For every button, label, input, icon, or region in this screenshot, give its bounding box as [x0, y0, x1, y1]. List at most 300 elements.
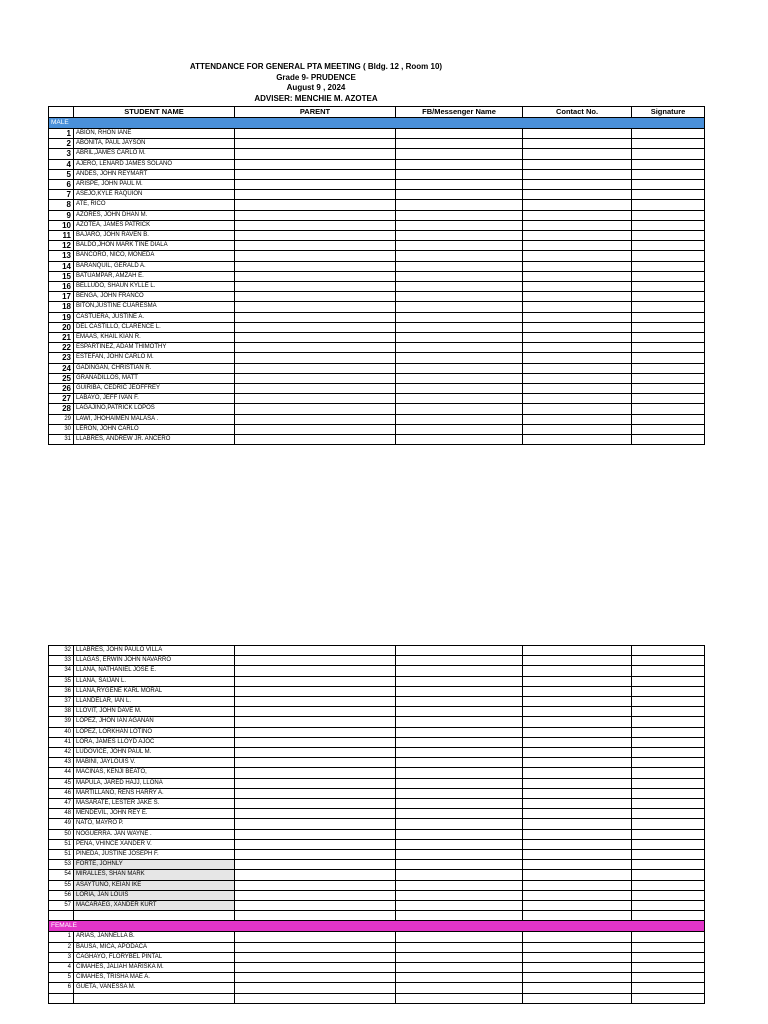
table-row	[49, 384, 705, 394]
parent-cell[interactable]	[235, 384, 396, 394]
table-row	[49, 727, 705, 737]
parent-cell[interactable]	[235, 952, 396, 962]
row-number: 21	[49, 333, 74, 343]
row-number: 34	[49, 666, 74, 676]
fb-name-cell[interactable]	[396, 231, 523, 241]
table-row	[49, 952, 705, 962]
fb-name-cell[interactable]	[396, 149, 523, 159]
signature-cell[interactable]	[632, 231, 705, 241]
contact-cell[interactable]	[523, 435, 632, 445]
fb-name-cell[interactable]	[396, 159, 523, 169]
signature-cell[interactable]	[632, 353, 705, 363]
signature-cell[interactable]	[632, 983, 705, 993]
parent-cell[interactable]	[235, 890, 396, 900]
signature-cell[interactable]	[632, 656, 705, 666]
contact-cell[interactable]	[523, 231, 632, 241]
contact-cell[interactable]	[523, 333, 632, 343]
row-number: 1	[49, 129, 74, 139]
student-name: ABONITA, PAUL JAYSON	[74, 139, 235, 149]
signature-cell[interactable]	[632, 870, 705, 880]
fb-name-cell[interactable]	[396, 343, 523, 353]
contact-cell[interactable]	[523, 727, 632, 737]
fb-name-cell[interactable]	[396, 261, 523, 271]
parent-cell[interactable]	[235, 656, 396, 666]
signature-cell[interactable]	[632, 251, 705, 261]
fb-name-cell[interactable]	[396, 778, 523, 788]
fb-name-cell[interactable]	[396, 333, 523, 343]
fb-name-cell[interactable]	[396, 646, 523, 656]
title-line-4: ADVISER: MENCHIE M. AZOTEA	[254, 93, 378, 103]
fb-name-cell[interactable]	[396, 983, 523, 993]
signature-cell[interactable]	[632, 414, 705, 424]
contact-cell[interactable]	[523, 870, 632, 880]
parent-cell[interactable]	[235, 819, 396, 829]
contact-cell[interactable]	[523, 901, 632, 911]
student-name: GADINGAN, CHRISTIAN R.	[74, 363, 235, 373]
contact-cell[interactable]	[523, 271, 632, 281]
fb-name-cell[interactable]	[396, 666, 523, 676]
parent-cell[interactable]	[235, 231, 396, 241]
parent-cell[interactable]	[235, 942, 396, 952]
signature-cell[interactable]	[632, 942, 705, 952]
student-name: LLABRES, JOHN PAULO VILLA	[74, 646, 235, 656]
signature-cell[interactable]	[632, 768, 705, 778]
fb-name-cell[interactable]	[396, 271, 523, 281]
fb-name-cell[interactable]	[396, 901, 523, 911]
parent-cell[interactable]	[235, 932, 396, 942]
parent-cell[interactable]	[235, 870, 396, 880]
parent-cell[interactable]	[235, 788, 396, 798]
signature-cell[interactable]	[632, 676, 705, 686]
parent-cell[interactable]	[235, 880, 396, 890]
fb-name-cell[interactable]	[396, 384, 523, 394]
parent-cell[interactable]	[235, 282, 396, 292]
parent-cell[interactable]	[235, 697, 396, 707]
parent-cell[interactable]	[235, 210, 396, 220]
fb-name-cell[interactable]	[396, 839, 523, 849]
contact-cell[interactable]	[523, 829, 632, 839]
table-row	[49, 666, 705, 676]
fb-name-cell[interactable]	[396, 169, 523, 179]
table-row	[49, 394, 705, 404]
contact-cell[interactable]	[523, 261, 632, 271]
parent-cell[interactable]	[235, 860, 396, 870]
fb-name-cell[interactable]	[396, 373, 523, 383]
signature-cell[interactable]	[632, 241, 705, 251]
parent-cell[interactable]	[235, 139, 396, 149]
contact-cell[interactable]	[523, 676, 632, 686]
table-row	[49, 993, 705, 1003]
fb-name-cell[interactable]	[396, 932, 523, 942]
parent-cell[interactable]	[235, 261, 396, 271]
fb-name-cell[interactable]	[396, 748, 523, 758]
contact-cell[interactable]	[523, 717, 632, 727]
contact-cell[interactable]	[523, 180, 632, 190]
fb-name-cell[interactable]	[396, 220, 523, 230]
signature-cell[interactable]	[632, 200, 705, 210]
contact-cell[interactable]	[523, 424, 632, 434]
parent-cell[interactable]	[235, 993, 396, 1003]
parent-cell[interactable]	[235, 200, 396, 210]
signature-cell[interactable]	[632, 973, 705, 983]
contact-cell[interactable]	[523, 159, 632, 169]
signature-cell[interactable]	[632, 190, 705, 200]
contact-cell[interactable]	[523, 819, 632, 829]
fb-name-cell[interactable]	[396, 880, 523, 890]
row-number: 39	[49, 717, 74, 727]
contact-cell[interactable]	[523, 666, 632, 676]
contact-cell[interactable]	[523, 394, 632, 404]
fb-name-cell[interactable]	[396, 707, 523, 717]
signature-cell[interactable]	[632, 890, 705, 900]
fb-name-cell[interactable]	[396, 850, 523, 860]
signature-cell[interactable]	[632, 220, 705, 230]
parent-cell[interactable]	[235, 963, 396, 973]
table-row	[49, 860, 705, 870]
parent-cell[interactable]	[235, 251, 396, 261]
contact-cell[interactable]	[523, 404, 632, 414]
signature-cell[interactable]	[632, 333, 705, 343]
fb-name-cell[interactable]	[396, 809, 523, 819]
contact-cell[interactable]	[523, 911, 632, 921]
signature-cell[interactable]	[632, 139, 705, 149]
contact-cell[interactable]	[523, 973, 632, 983]
signature-cell[interactable]	[632, 435, 705, 445]
parent-cell[interactable]	[235, 159, 396, 169]
contact-cell[interactable]	[523, 169, 632, 179]
signature-cell[interactable]	[632, 829, 705, 839]
signature-cell[interactable]	[632, 911, 705, 921]
contact-cell[interactable]	[523, 200, 632, 210]
contact-cell[interactable]	[523, 748, 632, 758]
signature-cell[interactable]	[632, 799, 705, 809]
fb-name-cell[interactable]	[396, 353, 523, 363]
col-header-parent: PARENT	[235, 107, 396, 118]
signature-cell[interactable]	[632, 748, 705, 758]
parent-cell[interactable]	[235, 758, 396, 768]
table-row	[49, 890, 705, 900]
fb-name-cell[interactable]	[396, 129, 523, 139]
parent-cell[interactable]	[235, 414, 396, 424]
fb-name-cell[interactable]	[396, 676, 523, 686]
parent-cell[interactable]	[235, 169, 396, 179]
contact-cell[interactable]	[523, 139, 632, 149]
fb-name-cell[interactable]	[396, 819, 523, 829]
table-row	[49, 656, 705, 666]
parent-cell[interactable]	[235, 190, 396, 200]
signature-cell[interactable]	[632, 271, 705, 281]
student-name: MACINAS, KENJI BEATO,	[74, 768, 235, 778]
contact-cell[interactable]	[523, 952, 632, 962]
parent-cell[interactable]	[235, 973, 396, 983]
signature-cell[interactable]	[632, 129, 705, 139]
parent-cell[interactable]	[235, 839, 396, 849]
signature-cell[interactable]	[632, 697, 705, 707]
parent-cell[interactable]	[235, 271, 396, 281]
signature-cell[interactable]	[632, 963, 705, 973]
contact-cell[interactable]	[523, 353, 632, 363]
fb-name-cell[interactable]	[396, 993, 523, 1003]
contact-cell[interactable]	[523, 768, 632, 778]
signature-cell[interactable]	[632, 322, 705, 332]
signature-cell[interactable]	[632, 819, 705, 829]
table-row	[49, 414, 705, 424]
contact-cell[interactable]	[523, 656, 632, 666]
contact-cell[interactable]	[523, 890, 632, 900]
table-row	[49, 686, 705, 696]
parent-cell[interactable]	[235, 424, 396, 434]
fb-name-cell[interactable]	[396, 200, 523, 210]
parent-cell[interactable]	[235, 129, 396, 139]
fb-name-cell[interactable]	[396, 952, 523, 962]
signature-cell[interactable]	[632, 302, 705, 312]
fb-name-cell[interactable]	[396, 788, 523, 798]
contact-cell[interactable]	[523, 414, 632, 424]
contact-cell[interactable]	[523, 322, 632, 332]
fb-name-cell[interactable]	[396, 180, 523, 190]
signature-cell[interactable]	[632, 952, 705, 962]
fb-name-cell[interactable]	[396, 717, 523, 727]
parent-cell[interactable]	[235, 373, 396, 383]
contact-cell[interactable]	[523, 799, 632, 809]
table-row	[49, 707, 705, 717]
parent-cell[interactable]	[235, 901, 396, 911]
fb-name-cell[interactable]	[396, 322, 523, 332]
contact-cell[interactable]	[523, 646, 632, 656]
signature-cell[interactable]	[632, 373, 705, 383]
fb-name-cell[interactable]	[396, 973, 523, 983]
fb-name-cell[interactable]	[396, 768, 523, 778]
fb-name-cell[interactable]	[396, 758, 523, 768]
contact-cell[interactable]	[523, 697, 632, 707]
fb-name-cell[interactable]	[396, 139, 523, 149]
contact-cell[interactable]	[523, 220, 632, 230]
fb-name-cell[interactable]	[396, 829, 523, 839]
fb-name-cell[interactable]	[396, 890, 523, 900]
row-number: 7	[49, 190, 74, 200]
fb-name-cell[interactable]	[396, 697, 523, 707]
table-row	[49, 424, 705, 434]
contact-cell[interactable]	[523, 707, 632, 717]
contact-cell[interactable]	[523, 149, 632, 159]
parent-cell[interactable]	[235, 737, 396, 747]
parent-cell[interactable]	[235, 333, 396, 343]
contact-cell[interactable]	[523, 373, 632, 383]
table-row	[49, 799, 705, 809]
parent-cell[interactable]	[235, 707, 396, 717]
signature-cell[interactable]	[632, 717, 705, 727]
signature-cell[interactable]	[632, 180, 705, 190]
fb-name-cell[interactable]	[396, 870, 523, 880]
contact-cell[interactable]	[523, 839, 632, 849]
fb-name-cell[interactable]	[396, 414, 523, 424]
parent-cell[interactable]	[235, 322, 396, 332]
row-number: 35	[49, 676, 74, 686]
contact-cell[interactable]	[523, 241, 632, 251]
signature-cell[interactable]	[632, 850, 705, 860]
contact-cell[interactable]	[523, 384, 632, 394]
contact-cell[interactable]	[523, 312, 632, 322]
contact-cell[interactable]	[523, 343, 632, 353]
student-name: MENDEVIL, JOHN REY E.	[74, 809, 235, 819]
parent-cell[interactable]	[235, 666, 396, 676]
student-name: AZORES, JOHN DHAN M.	[74, 210, 235, 220]
signature-cell[interactable]	[632, 169, 705, 179]
contact-cell[interactable]	[523, 737, 632, 747]
row-number: 51	[49, 850, 74, 860]
signature-cell[interactable]	[632, 343, 705, 353]
contact-cell[interactable]	[523, 860, 632, 870]
signature-cell[interactable]	[632, 210, 705, 220]
parent-cell[interactable]	[235, 435, 396, 445]
parent-cell[interactable]	[235, 911, 396, 921]
parent-cell[interactable]	[235, 404, 396, 414]
contact-cell[interactable]	[523, 363, 632, 373]
parent-cell[interactable]	[235, 829, 396, 839]
signature-cell[interactable]	[632, 424, 705, 434]
row-number: 49	[49, 819, 74, 829]
parent-cell[interactable]	[235, 353, 396, 363]
fb-name-cell[interactable]	[396, 911, 523, 921]
fb-name-cell[interactable]	[396, 241, 523, 251]
signature-cell[interactable]	[632, 758, 705, 768]
parent-cell[interactable]	[235, 646, 396, 656]
parent-cell[interactable]	[235, 343, 396, 353]
row-number: 56	[49, 890, 74, 900]
fb-name-cell[interactable]	[396, 686, 523, 696]
parent-cell[interactable]	[235, 302, 396, 312]
parent-cell[interactable]	[235, 727, 396, 737]
contact-cell[interactable]	[523, 983, 632, 993]
fb-name-cell[interactable]	[396, 251, 523, 261]
signature-cell[interactable]	[632, 666, 705, 676]
student-name: NOGUERRA. JAN WAYNE .	[74, 829, 235, 839]
signature-cell[interactable]	[632, 312, 705, 322]
fb-name-cell[interactable]	[396, 363, 523, 373]
signature-cell[interactable]	[632, 778, 705, 788]
signature-cell[interactable]	[632, 839, 705, 849]
signature-cell[interactable]	[632, 932, 705, 942]
parent-cell[interactable]	[235, 983, 396, 993]
fb-name-cell[interactable]	[396, 799, 523, 809]
signature-cell[interactable]	[632, 901, 705, 911]
parent-cell[interactable]	[235, 686, 396, 696]
parent-cell[interactable]	[235, 768, 396, 778]
signature-cell[interactable]	[632, 993, 705, 1003]
signature-cell[interactable]	[632, 292, 705, 302]
row-number	[49, 911, 74, 921]
fb-name-cell[interactable]	[396, 404, 523, 414]
row-number: 44	[49, 768, 74, 778]
fb-name-cell[interactable]	[396, 312, 523, 322]
contact-cell[interactable]	[523, 302, 632, 312]
fb-name-cell[interactable]	[396, 860, 523, 870]
fb-name-cell[interactable]	[396, 963, 523, 973]
contact-cell[interactable]	[523, 942, 632, 952]
contact-cell[interactable]	[523, 292, 632, 302]
fb-name-cell[interactable]	[396, 656, 523, 666]
contact-cell[interactable]	[523, 251, 632, 261]
contact-cell[interactable]	[523, 788, 632, 798]
fb-name-cell[interactable]	[396, 737, 523, 747]
signature-cell[interactable]	[632, 384, 705, 394]
contact-cell[interactable]	[523, 129, 632, 139]
parent-cell[interactable]	[235, 312, 396, 322]
contact-cell[interactable]	[523, 809, 632, 819]
parent-cell[interactable]	[235, 220, 396, 230]
fb-name-cell[interactable]	[396, 435, 523, 445]
fb-name-cell[interactable]	[396, 210, 523, 220]
fb-name-cell[interactable]	[396, 942, 523, 952]
fb-name-cell[interactable]	[396, 424, 523, 434]
parent-cell[interactable]	[235, 850, 396, 860]
parent-cell[interactable]	[235, 180, 396, 190]
student-name: LLOVIT, JOHN DAVE M.	[74, 707, 235, 717]
fb-name-cell[interactable]	[396, 394, 523, 404]
parent-cell[interactable]	[235, 241, 396, 251]
fb-name-cell[interactable]	[396, 302, 523, 312]
parent-cell[interactable]	[235, 799, 396, 809]
fb-name-cell[interactable]	[396, 727, 523, 737]
contact-cell[interactable]	[523, 963, 632, 973]
table-row	[49, 261, 705, 271]
signature-cell[interactable]	[632, 394, 705, 404]
signature-cell[interactable]	[632, 149, 705, 159]
signature-cell[interactable]	[632, 363, 705, 373]
signature-cell[interactable]	[632, 159, 705, 169]
parent-cell[interactable]	[235, 778, 396, 788]
student-name	[74, 993, 235, 1003]
student-name: BELLUDO, SHAUN KYLLE L.	[74, 282, 235, 292]
contact-cell[interactable]	[523, 993, 632, 1003]
contact-cell[interactable]	[523, 850, 632, 860]
contact-cell[interactable]	[523, 190, 632, 200]
fb-name-cell[interactable]	[396, 190, 523, 200]
signature-cell[interactable]	[632, 880, 705, 890]
contact-cell[interactable]	[523, 758, 632, 768]
parent-cell[interactable]	[235, 149, 396, 159]
fb-name-cell[interactable]	[396, 292, 523, 302]
signature-cell[interactable]	[632, 404, 705, 414]
parent-cell[interactable]	[235, 292, 396, 302]
table-row	[49, 748, 705, 758]
signature-cell[interactable]	[632, 727, 705, 737]
contact-cell[interactable]	[523, 880, 632, 890]
signature-cell[interactable]	[632, 686, 705, 696]
fb-name-cell[interactable]	[396, 282, 523, 292]
signature-cell[interactable]	[632, 646, 705, 656]
signature-cell[interactable]	[632, 809, 705, 819]
parent-cell[interactable]	[235, 809, 396, 819]
parent-cell[interactable]	[235, 717, 396, 727]
signature-cell[interactable]	[632, 282, 705, 292]
contact-cell[interactable]	[523, 686, 632, 696]
signature-cell[interactable]	[632, 261, 705, 271]
signature-cell[interactable]	[632, 737, 705, 747]
parent-cell[interactable]	[235, 363, 396, 373]
parent-cell[interactable]	[235, 748, 396, 758]
parent-cell[interactable]	[235, 394, 396, 404]
parent-cell[interactable]	[235, 676, 396, 686]
contact-cell[interactable]	[523, 210, 632, 220]
signature-cell[interactable]	[632, 788, 705, 798]
signature-cell[interactable]	[632, 707, 705, 717]
student-name: ANDES, JOHN REYMART	[74, 169, 235, 179]
contact-cell[interactable]	[523, 282, 632, 292]
contact-cell[interactable]	[523, 778, 632, 788]
signature-cell[interactable]	[632, 860, 705, 870]
contact-cell[interactable]	[523, 932, 632, 942]
